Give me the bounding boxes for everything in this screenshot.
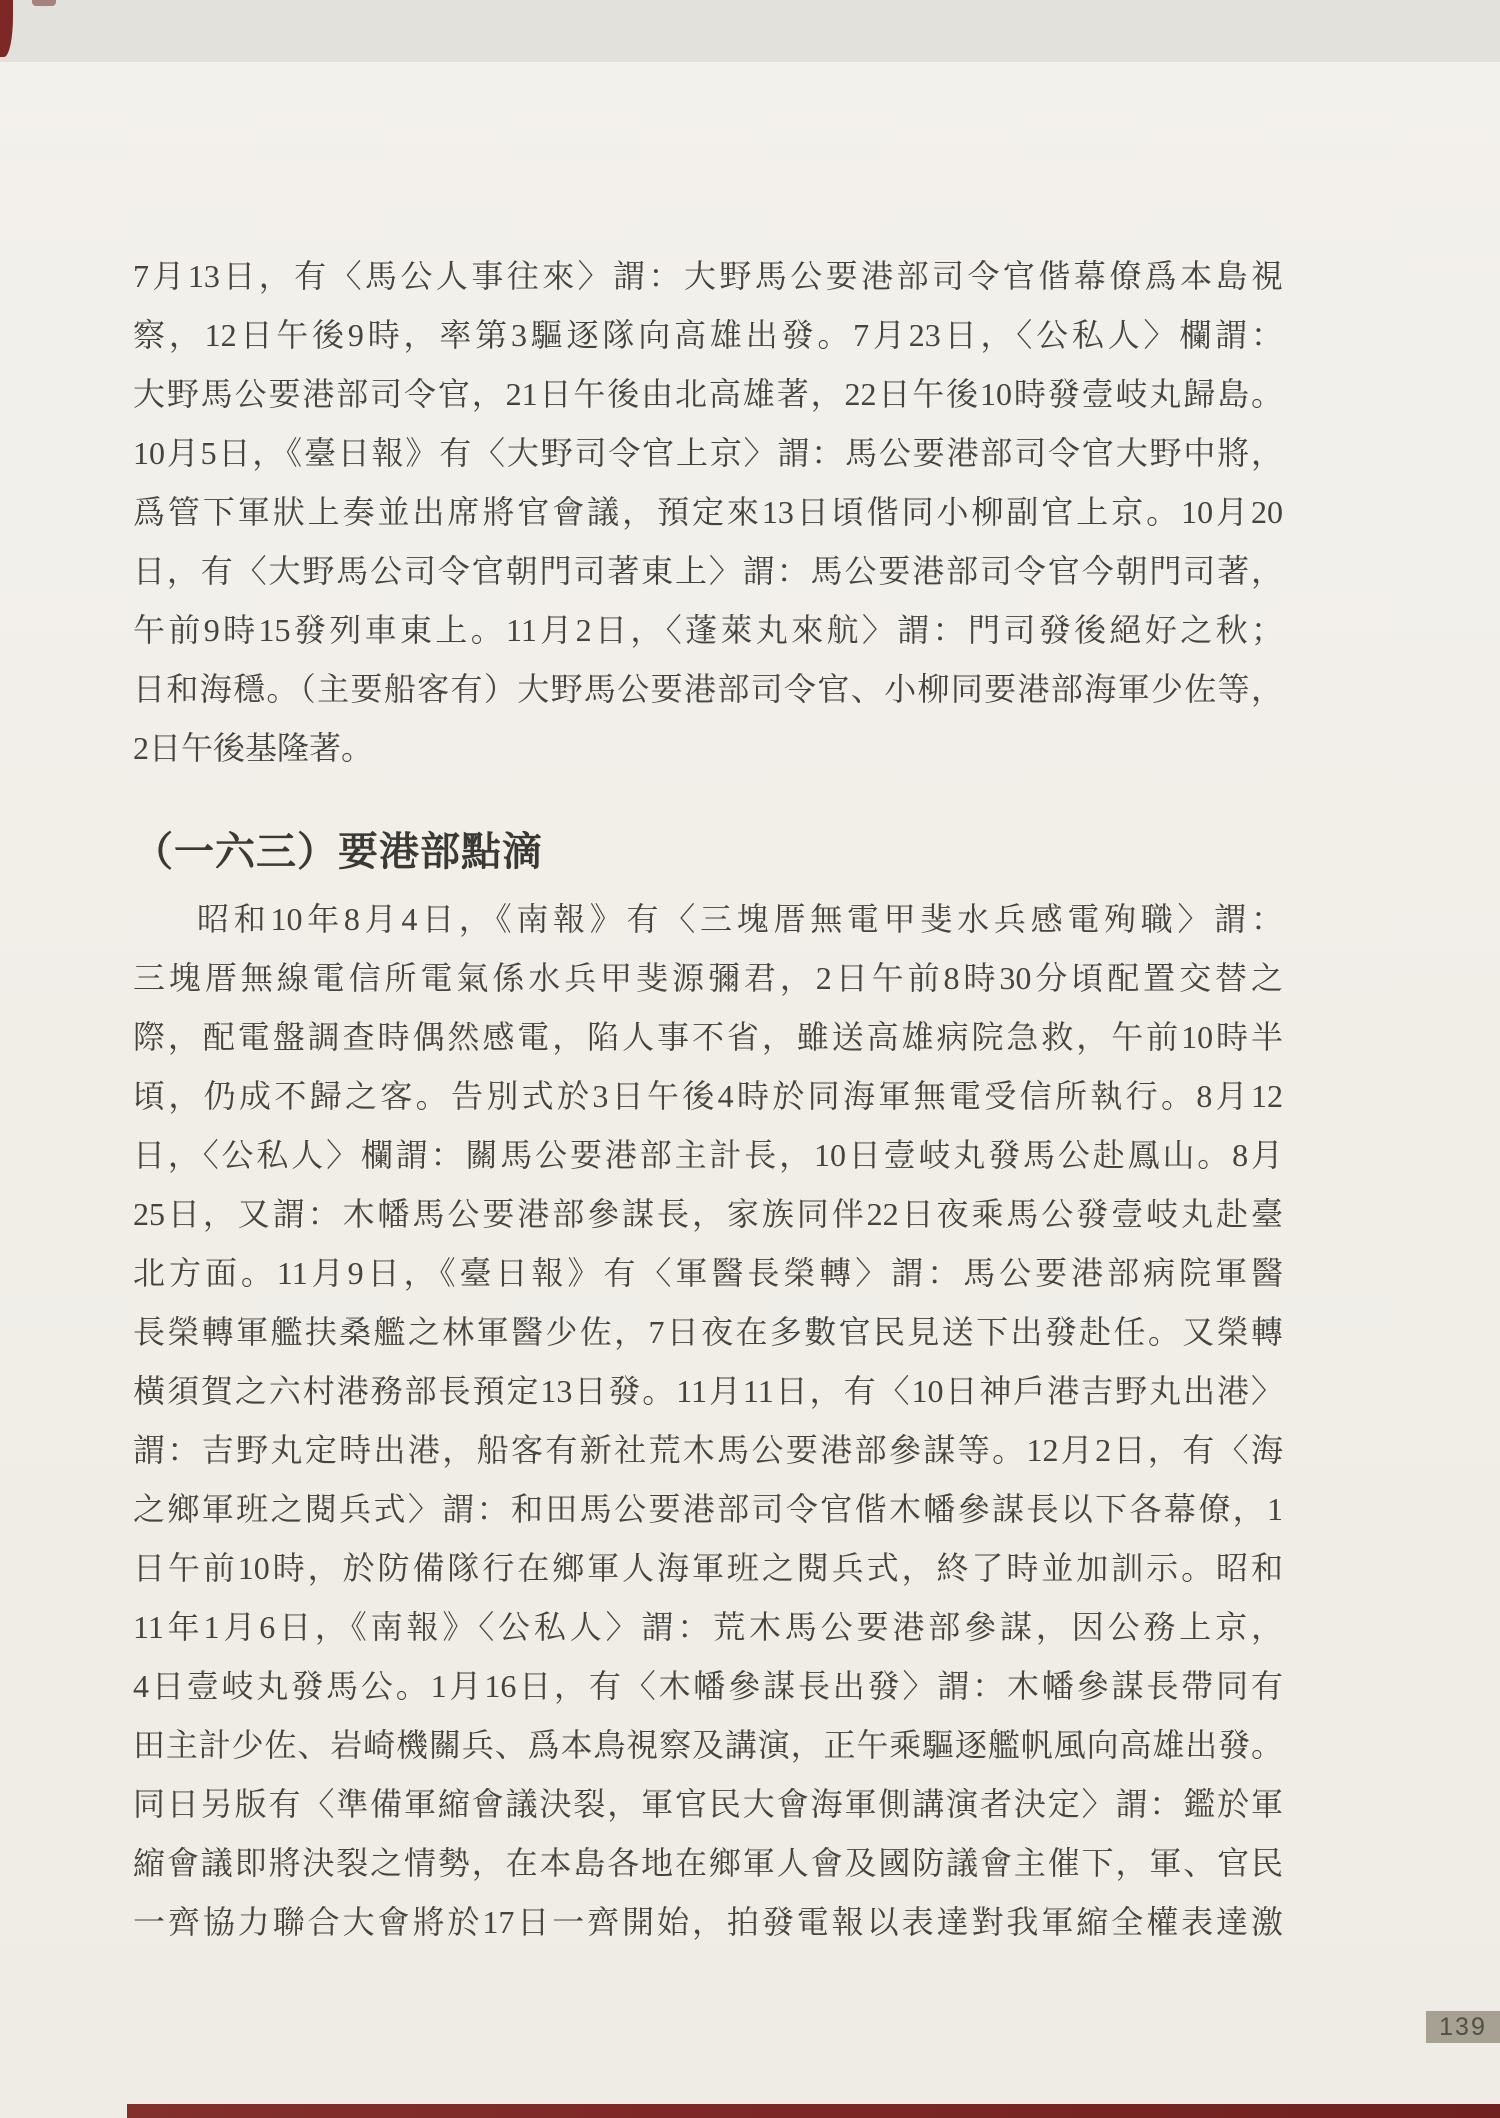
text-line: 2日午後基隆著。 [133,730,374,766]
text-line: 謂：吉野丸定時出港，船客有新社荒木馬公要港部參謀等。12月2日，有〈海 [133,1432,1283,1468]
text-line: 田主計少佐、岩崎機關兵、爲本鳥視察及講演，正午乘驅逐艦帆風向高雄出發。 [133,1727,1283,1763]
text-line: 日，有〈大野馬公司令官朝門司著東上〉謂：馬公要港部司令官今朝門司著， [133,553,1283,589]
text-line: 日午前10時，於防備隊行在鄉軍人海軍班之閱兵式，終了時並加訓示。昭和 [133,1550,1283,1586]
page-number: 139 [1439,2012,1487,2041]
text-line: 7月13日，有〈馬公人事往來〉謂：大野馬公要港部司令官偕幕僚爲本島視 [133,258,1283,294]
text-line: 日，〈公私人〉欄謂：關馬公要港部主計長，10日壹岐丸發馬公赴鳳山。8月 [133,1137,1283,1173]
text-line: 察，12日午後9時，率第3驅逐隊向高雄出發。7月23日，〈公私人〉欄謂： [133,317,1283,353]
page-text-block [133,247,1283,1952]
page-number-badge [1426,2011,1500,2043]
text-line: 爲管下軍狀上奏並出席將官會議，預定來13日頃偕同小柳副官上京。10月20 [133,494,1283,530]
text-line: 際，配電盤調查時偶然感電，陷人事不省，雖送高雄病院急救，午前10時半 [133,1019,1283,1055]
text-line: 同日另版有〈準備軍縮會議決裂，軍官民大會海軍側講演者決定〉謂：鑑於軍 [133,1786,1283,1822]
text-line: 大野馬公要港部司令官，21日午後由北高雄著，22日午後10時發壹岐丸歸島。 [133,376,1283,412]
text-line: 之鄉軍班之閱兵式〉謂：和田馬公要港部司令官偕木幡參謀長以下各幕僚，1 [133,1491,1283,1527]
section-paragraph [133,890,1283,1952]
scan-top-band [0,0,1500,62]
text-line: 25日，又謂：木幡馬公要港部參謀長，家族同伴22日夜乘馬公發壹岐丸赴臺 [133,1196,1283,1232]
scan-corner-mark-small [32,0,56,6]
text-line: 昭和10年8月4日，《南報》有〈三塊厝無電甲斐水兵感電殉職〉謂： [197,901,1283,937]
text-line: 日和海穩。（主要船客有）大野馬公要港部司令官、小柳同要港部海軍少佐等， [133,671,1283,707]
text-line: 長榮轉軍艦扶桑艦之林軍醫少佐，7日夜在多數官民見送下出發赴任。又榮轉 [133,1314,1283,1350]
text-line: 三塊厝無線電信所電氣係水兵甲斐源彌君，2日午前8時30分頃配置交替之 [133,960,1283,996]
text-line: 縮會議即將決裂之情勢，在本島各地在鄉軍人會及國防議會主催下，軍、官民 [133,1845,1283,1881]
paragraph-top [133,247,1283,778]
text-line: 北方面。11月9日，《臺日報》有〈軍醫長榮轉〉謂：馬公要港部病院軍醫 [133,1255,1283,1291]
scan-bottom-stripe [127,2104,1500,2118]
text-line: 橫須賀之六村港務部長預定13日發。11月11日，有〈10日神戶港吉野丸出港〉 [133,1373,1283,1409]
text-line: 11年1月6日，《南報》〈公私人〉謂：荒木馬公要港部參謀，因公務上京， [133,1609,1283,1645]
text-line: 午前9時15發列車東上。11月2日，〈蓬萊丸來航〉謂：門司發後絕好之秋； [133,612,1283,648]
text-line: 一齊協力聯合大會將於17日一齊開始，拍發電報以表達對我軍縮全權表達激 [133,1904,1283,1940]
text-line: 10月5日，《臺日報》有〈大野司令官上京〉謂：馬公要港部司令官大野中將， [133,435,1283,471]
text-line: 4日壹岐丸發馬公。1月16日，有〈木幡參謀長出發〉謂：木幡參謀長帶同有 [133,1668,1283,1704]
text-line: 頃，仍成不歸之客。告別式於3日午後4時於同海軍無電受信所執行。8月12 [133,1078,1283,1114]
section-heading: （一六三）要港部點滴 [133,829,543,874]
